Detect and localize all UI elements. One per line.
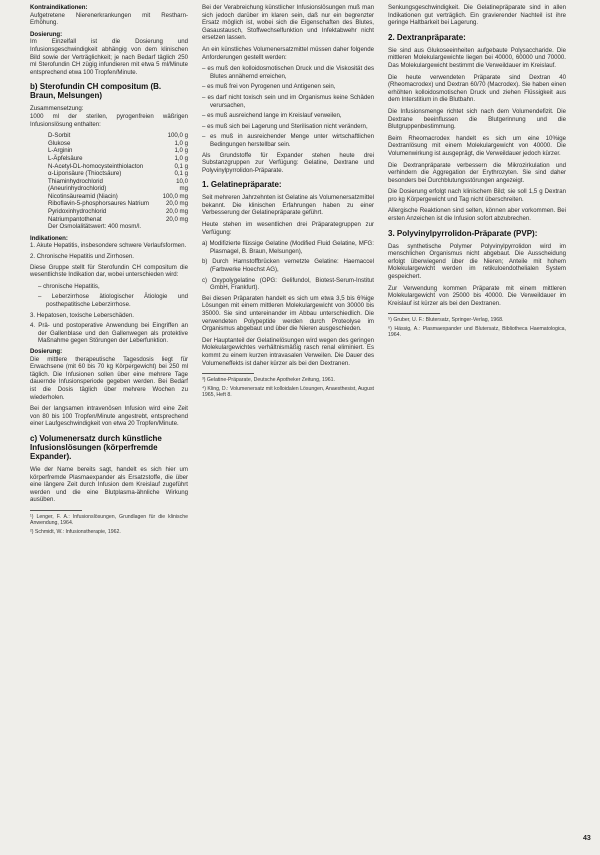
ingredient-amount: 20,0 mg: [165, 208, 188, 216]
ingredient-name: α-Liponsäure (Thioctsäure): [48, 170, 122, 178]
ingredient-amount: 20,0 mg: [165, 215, 188, 223]
list-item: 1. Akute Hepatitis, insbesondere schwere Verlaufsformen.: [30, 242, 187, 250]
list-item: – es muß frei von Pyrogenen und Antigenen sein,: [202, 83, 336, 91]
ingredient-amount: 10,0 mg: [176, 177, 188, 193]
ingredient-row: [48, 216, 188, 224]
ingredient-row: [48, 178, 188, 193]
list-item: – es muß sich bei Lagerung und Sterilisation nicht verändern,: [202, 122, 368, 130]
heading-kontraindikationen: Kontraindikationen:: [30, 4, 88, 11]
text-dextran-3: Die Infusionsmenge richtet sich nach dem Volumendefizit. Die Dextrane beeinflussen die Blutgerinnung und die Blutgruppenbestimmung.: [388, 107, 566, 131]
text-gelatine-3: Bei diesen Präparaten handelt es sich um etwa 3,5 bis 6%ige Lösungen mit einem mittleren Molekulargewicht von 30000 bis 35000. Sie sind untereinander im Abbau unterschiedlich. Die verwendeten Polypeptide werden durch Proteolyse im Organismus abgebaut und über die Nieren ausgeschieden.: [202, 294, 374, 333]
ingredient-row: [48, 200, 188, 208]
footnote-divider: [202, 373, 254, 374]
ingredient-name: L-Äpfelsäure: [48, 154, 83, 162]
text-dextran: Sie sind aus Glukoseeinheiten aufgebaute Polysaccharide. Die mittleren Molekulargewichte liegen bei 40000, 60000 und 70000. Das Molekulargewicht bestimmt die Verweildauer im Kreislauf.: [388, 46, 566, 69]
text-volumenersatz: Wie der Name bereits sagt, handelt es sich hier um körperfremde Plasmaexpander als Ersatzstoffe, die über eine längere Zeit durch Infusion dem Kreislauf zugeführt werden und die eine Blutplasma-ähnliche Wirkung ausüben.: [30, 465, 188, 504]
footnote-divider: [30, 510, 82, 511]
text-rheomacrodex-4: Allergische Reaktionen sind selten, können aber vorkommen. Bei ersten Anzeichen ist die Infusion sofort abzubrechen.: [388, 207, 566, 223]
text-gelatine: Seit mehreren Jahrzehnten ist Gelatine als Volumenersatzmittel bekannt. Die klinischen Erfahrungen haben zu einer Verbesserung der Gelatinepräparate geführt.: [202, 194, 374, 217]
ingredient-name: Pyridoxinhydrochlorid: [48, 208, 107, 216]
text-intro: Senkungsgeschwindigkeit. Die Gelatinepräparate sind in allen Indikationen gut verträglich. Ein gravierender Nachteil ist ihre geringe Haltbarkeit bei Lagerung.: [388, 4, 566, 27]
ingredient-row: [48, 208, 188, 216]
column-3: [388, 4, 566, 341]
list-item: 3. Hepatosen, toxische Leberschäden.: [30, 311, 135, 319]
text-pvp-2: Zur Verwendung kommen Präparate mit einem mittleren Molekulargewicht von 25000 bis 40000. Die Verweildauer im Kreislauf ist kürzer als bei den Dextranen.: [388, 284, 566, 307]
heading-volumenersatz: c) Volumenersatz durch künstliche Infusionslösungen (körperfremde Expander).: [30, 433, 162, 461]
list-item: – es muß in ausreichender Menge unter wirtschaftlichen Bedingungen herstellbar sein.: [202, 133, 374, 148]
ingredient-row: [48, 170, 188, 178]
footnote-divider: [388, 313, 440, 314]
ingredient-amount: 1,0 g: [174, 139, 188, 147]
heading-pvp: 3. Polyvinylpyrrolidon-Präparate (PVP):: [388, 228, 538, 238]
text-pvp: Das synthetische Polymer Polyvinylpyrrolidon wird im menschlichen Organismus nicht abgebaut. Die Ausscheidung erfolgt überwiegend über die Nieren; Anteile mit hohem Molekulargewicht werden im retikuloendothelialen System gespeichert.: [388, 242, 566, 281]
ingredient-name: Riboflavin-5-phosphorsaures Natrium: [48, 200, 149, 208]
heading-dosierung-2: Dosierung:: [30, 347, 63, 355]
text-kontraindikationen: Aufgetretene Nierenerkrankungen mit Restharn-Erhöhung.: [30, 11, 188, 27]
ingredient-row: [48, 132, 188, 140]
ingredient-table: [30, 132, 188, 223]
heading-dosierung: Dosierung:: [30, 30, 63, 38]
list-item: – chronische Hepatitis,: [38, 282, 100, 290]
text-anforderungen: An ein künstliches Volumenersatzmittel müssen daher folgende Anforderungen gestellt werden:: [202, 45, 374, 61]
ingredient-name: Glukose: [48, 139, 71, 147]
ingredient-row: [48, 140, 188, 148]
ingredient-name: Thiaminhydrochlorid (Aneurinhydrochlorid): [48, 177, 107, 193]
ingredient-row: [48, 163, 188, 171]
list-item: – es muß den kolloidosmotischen Druck und die Viskosität des Blutes annähernd erreichen,: [202, 65, 374, 80]
text-dosierung-2: Die mittlere therapeutische Tagesdosis liegt für Erwachsene (mit 60 bis 70 kg Körpergewicht) bei 250 ml täglich. Die Infusionen sollen über eine mehrere Tage dauernde Infusionsperiode gegeben werden. Bei Bedarf ist die Dosis täglich über mehrere Wochen zu wiederholen.: [30, 355, 188, 401]
ingredient-row: [48, 193, 188, 201]
text-gelatine-4: Der Hauptanteil der Gelatinelösungen wird wegen des geringen Molekulargewichtes verhältnismäßig rasch renal eliminiert. Es kommt zu einem kurzen intravasalen Verweilen. Die Dauer des Volumeneffekts ist daher kürzer als bei den Dextranen.: [202, 336, 374, 367]
ingredient-amount: 20,0 mg: [165, 200, 188, 208]
text-osmolalitaet: Der Osmolalitätswert: 400 mosm/l.: [48, 223, 142, 231]
text-dosierung-3: Bei der langsamen intravenösen Infusion wird eine Zeit von 80 bis 100 Tropfen/Minute angestrebt, entsprechend einer Laufgeschwindigkeit von etwa 20 Tropfen/Minute.: [30, 405, 188, 428]
ingredient-amount: 100,0 g: [167, 132, 188, 140]
ingredient-name: Nicotinsäureamid (Niacin): [48, 192, 118, 200]
ingredient-row: [48, 155, 188, 163]
text-grundstoffe: Als Grundstoffe für Expander stehen heute drei Substanzgruppen zur Verfügung: Gelatine, Dextrane und Polyvinylpyrrolidon-Präparate.: [202, 151, 374, 174]
column-2: [202, 4, 374, 400]
ingredient-name: N-Acetyl-DL-homocysteinthiolacton: [48, 162, 144, 170]
text-rheomacrodex-2: Die Dextranpräparate verbessern die Mikrozirkulation und verhindern die Aggregation der Erythrozyten. Sie sind daher besonders bei Durchblutungsstörungen angezeigt.: [388, 161, 566, 184]
footnote: ²) Schmidt, W.: Infusionstherapie, 1962.: [30, 528, 121, 535]
footnote: ³) Gelatine-Präparate, Deutsche Apotheker Zeitung, 1961.: [202, 377, 335, 384]
list-item: b) Durch Harnstoffbrücken vernetzte Gelatine: Haemaccel (Farbwerke Hoechst AG),: [202, 258, 374, 274]
list-item: – es darf nicht toxisch sein und im Organismus keine Schäden verursachen,: [202, 93, 374, 109]
text-dextran-2: Die heute verwendeten Präparate sind Dextran 40 (Rheomacrodex) und Dextran 60/70 (Macrodex). Sie haben einen erhöhten kolloidosmotischen Druck und ziehen Flüssigkeit aus dem Interstitium in die Blutbahn.: [388, 73, 566, 104]
heading-gelatine: 1. Gelatinepräparate:: [202, 180, 282, 190]
ingredient-row: [48, 147, 188, 155]
text-rheomacrodex: Beim Rheomacrodex handelt es sich um eine 10%ige Dextranlösung mit einem Molekulargewicht von 40000. Die Volumenwirkung ist ausgeprägt, die Verweildauer jedoch kürzer.: [388, 134, 566, 157]
list-item: a) Modifizierte flüssige Gelatine (Modified Fluid Gelatine, MFG: Plasmagel, B. Braun, Melsungen),: [202, 240, 374, 255]
heading-zusammensetzung: Zusammensetzung:: [30, 105, 84, 113]
heading-indikationen: Indikationen:: [30, 234, 68, 242]
ingredient-amount: 1,0 g: [174, 154, 188, 162]
ingredient-amount: 100,0 mg: [162, 192, 188, 200]
column-1: [30, 4, 188, 537]
ingredient-name: Natriumpantothenat: [48, 215, 102, 223]
list-item: – es muß ausreichend lange im Kreislauf verweilen,: [202, 112, 342, 120]
text-rheomacrodex-3: Die Dosierung erfolgt nach klinischem Bild; sie soll 1,5 g Dextran pro kg Körpergewicht und Tag nicht überschreiten.: [388, 188, 566, 203]
list-item: 4. Prä- und postoperative Anwendung bei Eingriffen an der Gallenblase und den Gallenwegen als protektive Maßnahme gegen Störungen der Leberfunktion.: [30, 322, 188, 345]
heading-dextran: 2. Dextranpräparate:: [388, 32, 466, 42]
page-number: 43: [583, 835, 591, 842]
footnote: ⁶) Hässig, A.: Plasmaexpander und Blutersatz, Bibliotheca Haematologica, 1964.: [388, 325, 566, 339]
list-item: – Leberzirrhose ätiologischer Ätiologie und posthepatitische Leberzirrhose.: [38, 293, 188, 308]
text-dosierung: Im Einzelfall ist die Dosierung und Infusionsgeschwindigkeit abhängig von dem klinischen Bild sowie der Verträglichkeit; je nach Bedarf täglich 250 ml Sterofundin CH zügig infundieren mit etwa 5 ml/Minute entsprechend etwa 100 Tropfen/Minute.: [30, 38, 188, 76]
list-item: c) Oxypolygelatine (OPG: Gelifundol, Biotest-Serum-Institut GmbH, Frankfurt).: [202, 276, 374, 292]
ingredient-name: D-Sorbit: [48, 132, 71, 140]
ingredient-name: L-Arginin: [48, 147, 73, 155]
list-item: 2. Chronische Hepatitis und Zirrhosen.: [30, 253, 134, 261]
ingredient-amount: 0,1 g: [174, 170, 188, 178]
ingredient-amount: 1,0 g: [174, 147, 188, 155]
text-gelatine-2: Heute stehen im wesentlichen drei Präparategruppen zur Verfügung:: [202, 221, 374, 236]
ingredient-amount: 0,1 g: [174, 162, 188, 170]
text-indikationen: Diese Gruppe stellt für Sterofundin CH compositum die wesentlichste Indikation dar, wobei unterschieden wird:: [30, 263, 188, 279]
text-zusammensetzung: 1000 ml der sterilen, pyrogenfreien wäßrigen Infusionslösung enthalten:: [30, 112, 188, 128]
footnote: ⁴) Kling, D.: Volumenersatz mit kolloidalen Lösungen, Anaesthesist, August 1965, Heft 8.: [202, 385, 374, 398]
footnote: ⁵) Gruber, U. F.: Blutersatz, Springer-Verlag, 1968.: [388, 317, 504, 324]
footnote: ¹) Lenger, F. A.: Infusionslösungen, Grundlagen für die klinische Anwendung, 1964.: [30, 513, 188, 527]
heading-sterofundin: b) Sterofundin CH compositum (B. Braun, Melsungen): [30, 82, 162, 101]
text-intro: Bei der Verabreichung künstlicher Infusionslösungen muß man sich jedoch darüber im klaren sein, daß nur ein begrenzter Ersatz möglich ist, wobei sich die Eigenschaften des Blutes, Gasaustausch, Stoffwechselfunktion und Infektabwehr nicht ersetzen lassen.: [202, 4, 374, 42]
